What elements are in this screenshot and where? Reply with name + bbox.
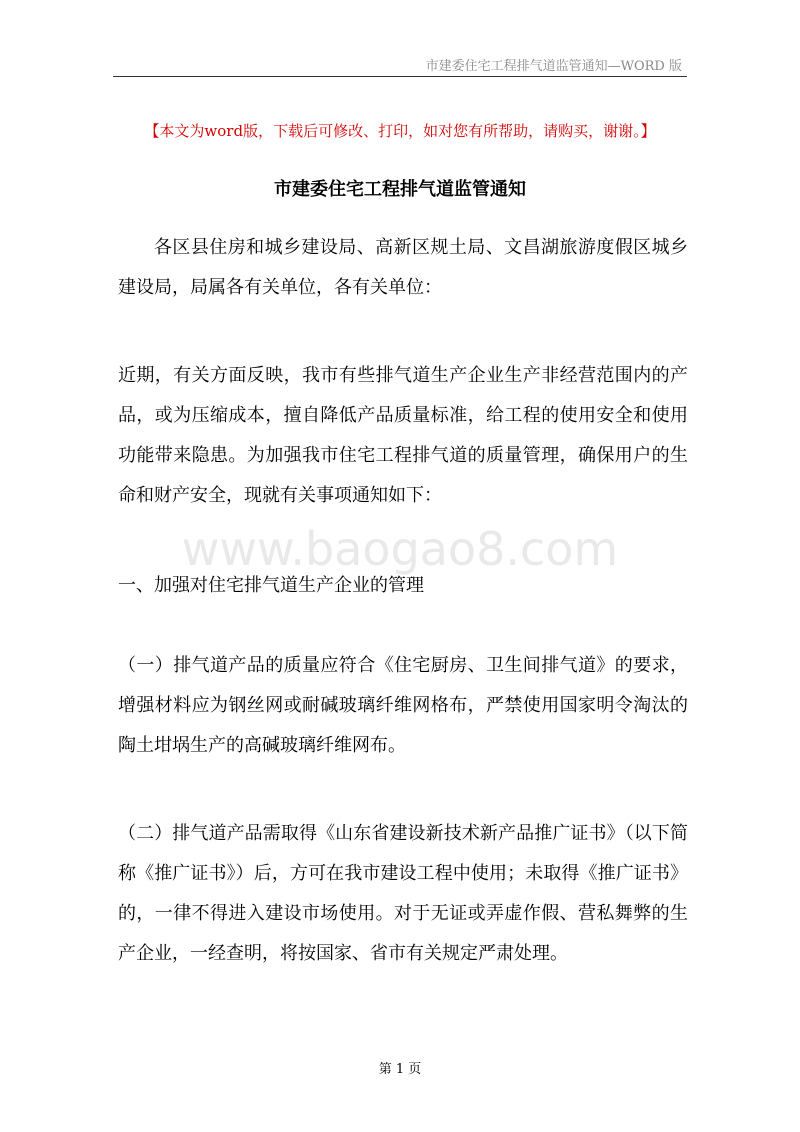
watermark: www.baogao8.com	[181, 522, 619, 576]
section-heading: 一、加强对住宅排气道生产企业的管理	[118, 575, 424, 596]
word-version-notice: 【本文为word版，下载后可修改、打印，如对您有所帮助，请购买，谢谢。】	[144, 122, 656, 140]
document-title: 市建委住宅工程排气道监管通知	[274, 179, 526, 200]
page-number: 第 1 页	[378, 1062, 422, 1077]
item-2-paragraph: （二）排气道产品需取得《山东省建设新技术新产品推广证书》（以下简称《推广证书》）后，方可在我市建设工程中使用；未取得《推广证书》的，一律不得进入建设市场使用。对于无证或弄虚作假、营私舞弊的生产企业，一经查明，将按国家、省市有关规定严肃处理。	[118, 823, 688, 964]
intro-paragraph: 近期，有关方面反映，我市有些排气道生产企业生产非经营范围内的产品，或为压缩成本，擅自降低产品质量标准，给工程的使用安全和使用功能带来隐患。为加强我市住宅工程排气道的质量管理，确保用户的生命和财产安全，现就有关事项通知如下：	[118, 365, 688, 506]
header-divider	[113, 76, 687, 77]
page-header-text: 市建委住宅工程排气道监管通知—WORD 版	[425, 59, 682, 74]
addressee-paragraph: 各区县住房和城乡建设局、高新区规土局、文昌湖旅游度假区城乡建设局，局属各有关单位，各有关单位：	[118, 237, 688, 298]
item-1-paragraph: （一）排气道产品的质量应符合《住宅厨房、卫生间排气道》的要求，增强材料应为钢丝网或耐碱玻璃纤维网格布，严禁使用国家明令淘汰的陶土坩埚生产的高碱玻璃纤维网布。	[118, 655, 688, 756]
